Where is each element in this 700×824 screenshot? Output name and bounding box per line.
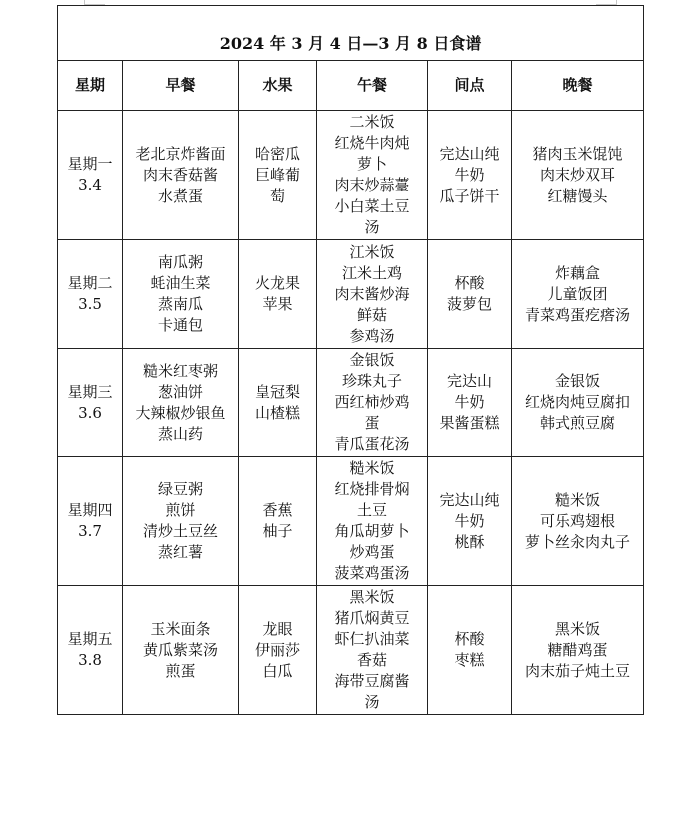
dinner-line: 韩式煎豆腐 [540, 414, 616, 432]
day-cell [58, 457, 123, 586]
menu-row [58, 586, 644, 715]
lunch-line: 金银饭 [349, 351, 395, 369]
menu-row [58, 111, 644, 240]
dinner-line: 肉末炒双耳 [540, 165, 616, 184]
snack-cell [428, 240, 512, 349]
breakfast-line: 蒸红薯 [157, 543, 203, 561]
header-snack: 间点 [428, 61, 512, 111]
lunch-line: 西红柿炒鸡 [334, 393, 410, 411]
lunch-line: 萝卜 [356, 155, 387, 173]
header-row [58, 61, 644, 111]
day-cell [58, 349, 123, 457]
lunch-line: 土豆 [356, 501, 387, 519]
day-cell [58, 240, 123, 349]
dinner-line: 红糖馒头 [547, 186, 608, 205]
lunch-line: 青瓜蛋花汤 [334, 435, 410, 453]
breakfast-line: 葱油饼 [157, 382, 203, 401]
day-cell [58, 111, 123, 240]
fruit-line: 皇冠梨 [254, 382, 300, 401]
snack-cell [428, 586, 512, 715]
lunch-line: 肉末炒蒜薹 [334, 176, 410, 194]
dinner-line: 糙米饭 [555, 490, 601, 509]
snack-line: 完达山 [446, 372, 492, 390]
breakfast-line: 蒸南瓜 [157, 295, 203, 313]
dinner-line: 红烧肉炖豆腐扣 [525, 393, 631, 411]
snack-line: 牛奶 [454, 511, 485, 530]
lunch-line: 角瓜胡萝卜 [334, 522, 410, 540]
dinner-cell [512, 349, 644, 457]
dinner-line: 可乐鸡翅根 [540, 511, 616, 530]
breakfast-line: 黄瓜紫菜汤 [142, 640, 218, 659]
lunch-line: 炒鸡蛋 [349, 543, 395, 561]
lunch-line: 香菇 [356, 651, 387, 669]
fruit-cell [239, 349, 317, 457]
lunch-line: 黑米饭 [349, 588, 395, 606]
lunch-line: 红烧排骨焖 [334, 480, 410, 498]
lunch-line: 二米饭 [349, 113, 395, 131]
fruit-line: 苹果 [262, 295, 293, 313]
day-line: 星期三 [67, 382, 113, 401]
dinner-cell [512, 240, 644, 349]
snack-line: 牛奶 [454, 393, 485, 411]
fruit-cell [239, 240, 317, 349]
dinner-line: 萝卜丝汆肉丸子 [525, 532, 631, 551]
breakfast-line: 老北京炸酱面 [135, 144, 226, 163]
snack-line: 菠萝包 [446, 295, 492, 313]
breakfast-line: 肉末香菇酱 [142, 165, 218, 184]
fruit-cell [239, 111, 317, 240]
lunch-cell [317, 586, 428, 715]
breakfast-cell [123, 586, 239, 715]
lunch-cell [317, 349, 428, 457]
day-line: 3.5 [78, 295, 102, 313]
title-row [58, 6, 644, 61]
snack-line: 杯酸 [454, 630, 485, 648]
lunch-line: 珍珠丸子 [341, 372, 402, 390]
lunch-cell [317, 240, 428, 349]
lunch-cell [317, 111, 428, 240]
day-line: 3.8 [78, 651, 102, 669]
breakfast-cell [123, 240, 239, 349]
lunch-line: 肉末酱炒海 [334, 284, 410, 303]
snack-line: 枣糕 [454, 651, 485, 669]
lunch-line: 江米饭 [349, 242, 395, 261]
snack-line: 完达山纯 [439, 490, 500, 509]
dinner-cell [512, 586, 644, 715]
breakfast-line: 绿豆粥 [157, 480, 203, 498]
snack-cell [428, 457, 512, 586]
snack-cell [428, 111, 512, 240]
snack-line: 瓜子饼干 [439, 186, 500, 205]
dinner-line: 糖醋鸡蛋 [547, 640, 608, 659]
lunch-line: 汤 [364, 218, 380, 236]
lunch-line: 汤 [364, 693, 380, 711]
day-line: 3.4 [78, 176, 102, 194]
fruit-line: 柚子 [262, 522, 293, 540]
breakfast-cell [123, 457, 239, 586]
breakfast-line: 玉米面条 [150, 619, 211, 638]
breakfast-line: 糙米红枣粥 [142, 361, 218, 380]
fruit-line: 萄 [269, 186, 285, 205]
menu-table [57, 5, 644, 715]
breakfast-line: 清炒土豆丝 [142, 522, 218, 540]
lunch-line: 糙米饭 [349, 459, 395, 477]
breakfast-cell [123, 111, 239, 240]
menu-row [58, 349, 644, 457]
breakfast-line: 大辣椒炒银鱼 [135, 403, 226, 422]
day-line: 星期五 [67, 630, 113, 648]
lunch-line: 江米土鸡 [341, 263, 402, 282]
lunch-line: 猪爪焖黄豆 [334, 609, 410, 627]
fruit-line: 火龙果 [254, 274, 300, 292]
day-line: 星期二 [67, 274, 113, 292]
snack-line: 牛奶 [454, 165, 485, 184]
day-line: 3.6 [78, 403, 102, 422]
lunch-line: 鲜菇 [356, 305, 387, 324]
snack-line: 完达山纯 [439, 144, 500, 163]
header-lunch: 午餐 [317, 61, 428, 111]
fruit-line: 山楂糕 [254, 403, 300, 422]
header-breakfast: 早餐 [123, 61, 239, 111]
snack-line: 杯酸 [454, 274, 485, 292]
lunch-line: 小白菜土豆 [334, 197, 410, 215]
dinner-line: 金银饭 [555, 372, 601, 390]
snack-line: 果酱蛋糕 [439, 414, 500, 432]
breakfast-line: 水煮蛋 [157, 186, 203, 205]
header-weekday: 星期 [58, 61, 123, 111]
lunch-line: 海带豆腐酱 [334, 672, 410, 690]
dinner-line: 青菜鸡蛋疙瘩汤 [525, 305, 631, 324]
header-fruit: 水果 [239, 61, 317, 111]
dinner-line: 炸藕盒 [555, 263, 601, 282]
lunch-line: 蛋 [364, 414, 380, 432]
day-line: 星期一 [67, 155, 113, 173]
breakfast-line: 煎蛋 [165, 661, 196, 680]
menu-row [58, 457, 644, 586]
day-line: 3.7 [78, 522, 102, 540]
dinner-line: 黑米饭 [555, 619, 601, 638]
dinner-line: 儿童饭团 [547, 284, 608, 303]
lunch-line: 菠菜鸡蛋汤 [334, 564, 410, 582]
menu-row [58, 240, 644, 349]
lunch-line: 虾仁扒油菜 [334, 630, 410, 648]
snack-cell [428, 349, 512, 457]
fruit-line: 白瓜 [262, 661, 293, 680]
dinner-line: 猪肉玉米馄饨 [532, 144, 623, 163]
fruit-line: 巨峰葡 [254, 165, 300, 184]
breakfast-line: 蚝油生菜 [150, 274, 211, 292]
fruit-line: 香蕉 [262, 501, 293, 519]
breakfast-cell [123, 349, 239, 457]
breakfast-line: 煎饼 [165, 501, 196, 519]
fruit-line: 伊丽莎 [254, 640, 300, 659]
lunch-cell [317, 457, 428, 586]
fruit-cell [239, 586, 317, 715]
dinner-line: 肉末茄子炖土豆 [525, 661, 631, 680]
lunch-line: 参鸡汤 [349, 326, 395, 345]
breakfast-line: 南瓜粥 [157, 253, 203, 271]
fruit-cell [239, 457, 317, 586]
fruit-line: 哈密瓜 [254, 144, 300, 163]
breakfast-line: 蒸山药 [157, 424, 203, 443]
day-line: 星期四 [67, 501, 113, 519]
dinner-cell [512, 457, 644, 586]
dinner-cell [512, 111, 644, 240]
header-dinner: 晚餐 [512, 61, 644, 111]
breakfast-line: 卡通包 [157, 316, 203, 334]
snack-line: 桃酥 [454, 532, 485, 551]
menu-title: 2024 年 3 月 4 日—3 月 8 日食谱 [58, 6, 644, 61]
day-cell [58, 586, 123, 715]
lunch-line: 红烧牛肉炖 [334, 134, 410, 152]
fruit-line: 龙眼 [262, 619, 293, 638]
